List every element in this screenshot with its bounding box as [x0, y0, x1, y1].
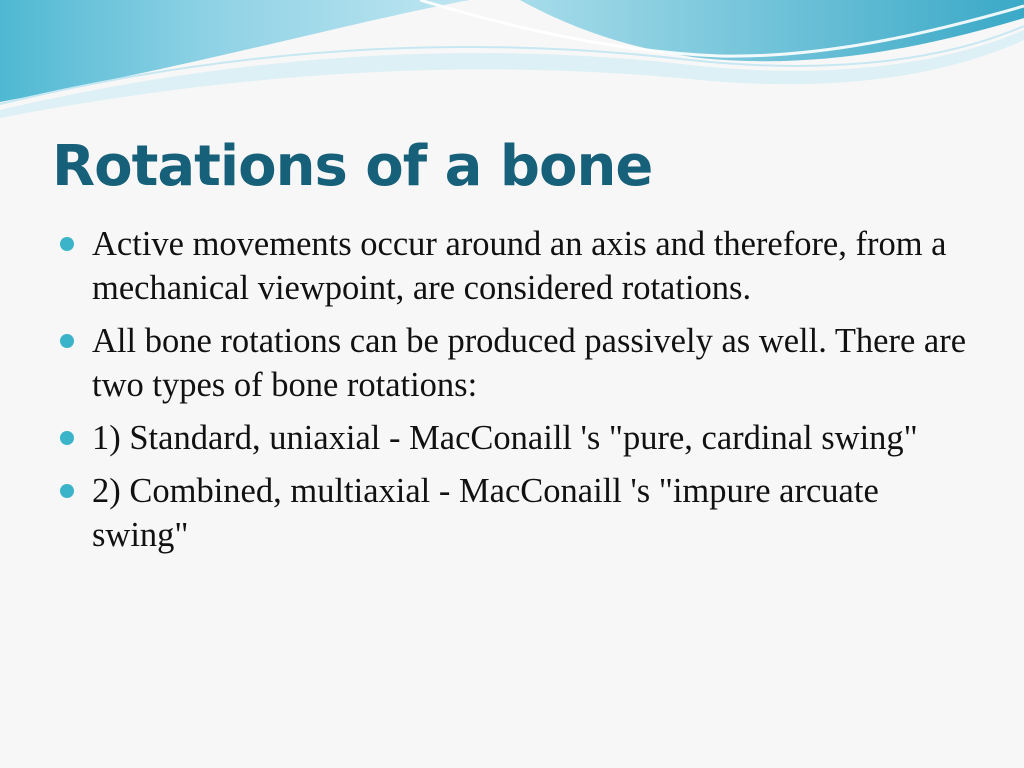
bullet-text: 1) Standard, uniaxial - MacConaill 's "pure, cardinal swing" — [92, 419, 918, 457]
bullet-text: Active movements occur around an axis and therefore, from a mechanical viewpoint, are considered rotations. — [92, 225, 947, 307]
bullet-item — [58, 416, 968, 460]
bullet-item — [58, 469, 968, 557]
bullet-dot-icon — [60, 431, 74, 445]
bullet-item — [58, 222, 968, 310]
bullet-list — [58, 222, 968, 566]
slide-title: Rotations of a bone — [52, 134, 653, 199]
bullet-dot-icon — [60, 334, 74, 348]
bullet-text: 2) Combined, multiaxial - MacConaill 's "impure arcuate swing" — [92, 472, 879, 554]
wave-band-left — [0, 0, 470, 102]
bullet-item — [58, 319, 968, 407]
decorative-wave-header — [0, 0, 1024, 120]
bullet-text: All bone rotations can be produced passively as well. There are two types of bone rotations: — [92, 322, 967, 404]
bullet-dot-icon — [60, 237, 74, 251]
bullet-dot-icon — [60, 484, 74, 498]
